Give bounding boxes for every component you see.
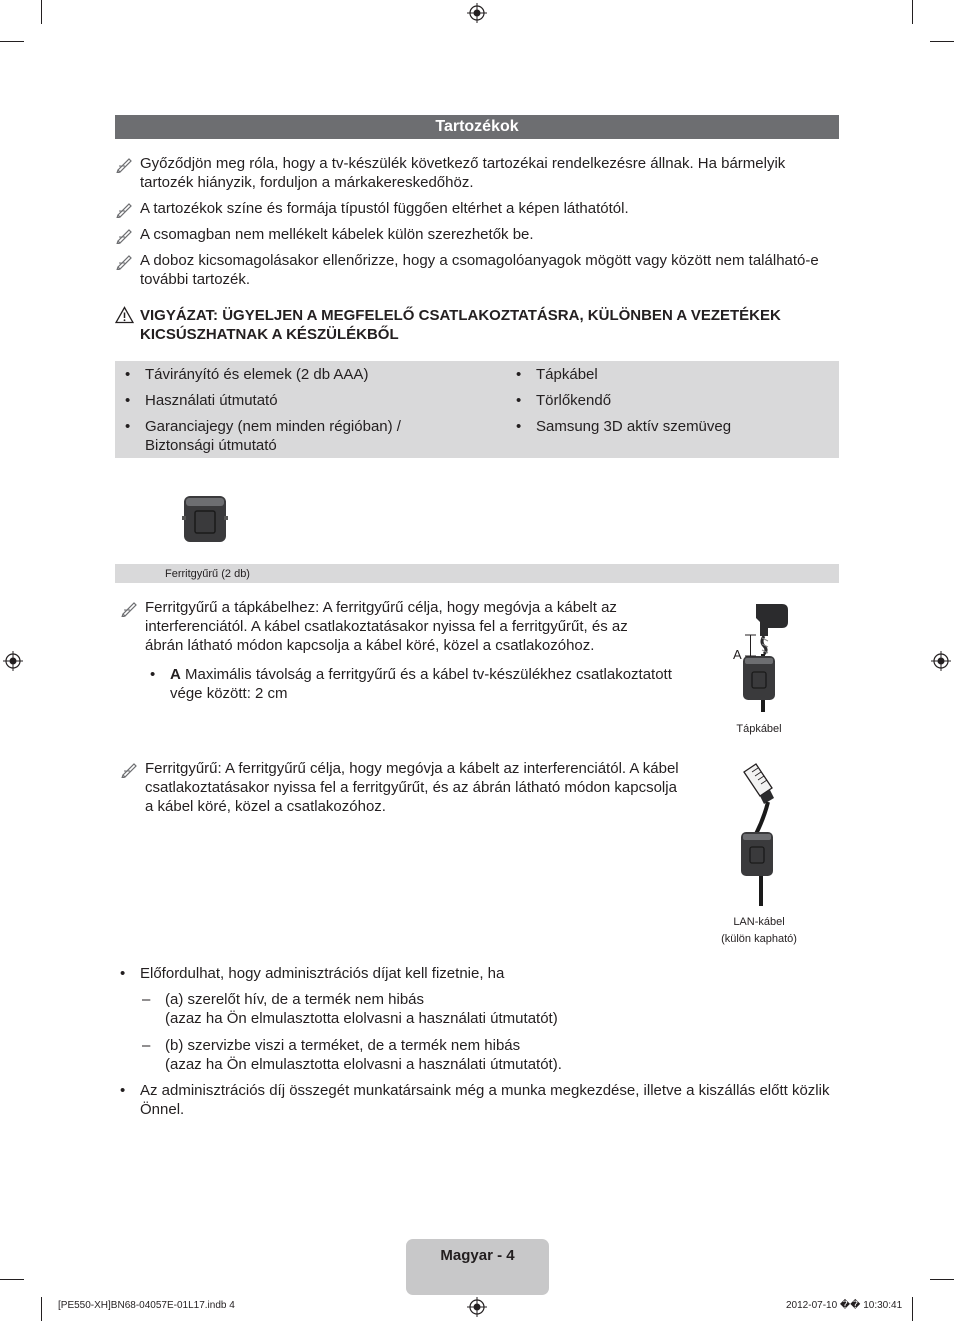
power-distance-item xyxy=(150,665,690,703)
pencil-note-icon xyxy=(115,155,135,173)
caution-note xyxy=(115,306,835,344)
dash: – xyxy=(142,991,151,1008)
lan-cable-sublabel: (külön kapható) xyxy=(721,933,797,945)
fee-bullet xyxy=(120,964,840,983)
pencil-note-icon xyxy=(120,760,140,778)
fee-case-b xyxy=(142,1036,842,1074)
fee-case-line: (b) szervizbe viszi a terméket, de a termék nem hibás xyxy=(165,1037,521,1054)
note-item xyxy=(115,199,835,218)
pencil-note-icon xyxy=(120,599,140,617)
registration-mark-icon xyxy=(467,1297,487,1317)
fee-notice-bullet xyxy=(120,1081,840,1119)
fee-notice-text: Az adminisztrációs díj összegét munkatársaink még a munka megkezdése, illetve a kiszállás előtt közlik Önnel. xyxy=(140,1082,830,1118)
note-text: Győződjön meg róla, hogy a tv-készülék következő tartozékai rendelkezésre állnak. Ha bármelyik tartozék hiányzik, forduljon a márkakereskedőhöz. xyxy=(140,155,786,191)
fee-case-line: (azaz ha Ön elmulasztotta elolvasni a használati útmutatót) xyxy=(165,1010,558,1027)
pencil-note-icon xyxy=(115,226,135,244)
accessory-label: Tápkábel xyxy=(536,366,598,383)
note-text: A tartozékok színe és formája típustól függően eltérhet a képen láthatótól. xyxy=(140,200,629,217)
power-cable-label: Tápkábel xyxy=(736,723,782,735)
warning-triangle-icon xyxy=(115,306,134,324)
power-ferrite-note xyxy=(120,598,660,655)
crop-mark xyxy=(930,41,954,42)
lan-ferrite-note xyxy=(120,759,680,816)
footer-file-info: [PE550-XH]BN68-04057E-01L17.indb 4 xyxy=(58,1300,235,1311)
fee-case-a xyxy=(142,990,842,1028)
note-text: A csomagban nem mellékelt kábelek külön szerezhetők be. xyxy=(140,226,534,243)
list-item xyxy=(125,365,495,384)
crop-mark xyxy=(930,1279,954,1280)
dash: – xyxy=(142,1037,151,1054)
list-item xyxy=(516,417,826,436)
fee-bullet-text: Előfordulhat, hogy adminisztrációs díjat kell fizetnie, ha xyxy=(140,965,505,982)
accessory-label: Használati útmutató xyxy=(145,392,278,409)
ferrite-core-image xyxy=(182,494,228,544)
crop-mark xyxy=(0,41,24,42)
bullet: • xyxy=(516,418,522,435)
registration-mark-icon xyxy=(3,651,23,671)
distance-text: Maximális távolság a ferritgyűrű és a kábel tv-készülékhez csatlakoztatott vége között: 2 cm xyxy=(170,666,672,702)
lan-cable-label: LAN-kábel xyxy=(733,916,785,928)
registration-mark-icon xyxy=(931,651,951,671)
accessory-label: Távirányító és elemek (2 db AAA) xyxy=(145,366,369,383)
list-item xyxy=(516,391,826,410)
marker-label: A xyxy=(170,666,181,683)
bullet: • xyxy=(125,418,131,435)
bullet: • xyxy=(120,965,126,982)
crop-mark xyxy=(41,0,42,24)
bullet: • xyxy=(125,366,131,383)
figure-marker-a: A xyxy=(733,647,742,662)
list-item xyxy=(516,365,826,384)
note-text: Ferritgyűrű a tápkábelhez: A ferritgyűrű célja, hogy megóvja a kábelt az interferenciától. A kábel csatlakoztatásakor nyissa fel a ferritgyűrűt, és az ábrán látható módon kapcsolja a kábel köré, közel a csatlakozóhoz. xyxy=(145,599,628,654)
registration-mark-icon xyxy=(467,3,487,23)
pencil-note-icon xyxy=(115,200,135,218)
lan-cable-figure xyxy=(734,762,784,908)
accessory-label: Törlőkendő xyxy=(536,392,612,409)
bullet: • xyxy=(125,392,131,409)
fee-case-line: (a) szerelőt hív, de a termék nem hibás xyxy=(165,991,424,1008)
note-text: A doboz kicsomagolásakor ellenőrizze, hogy a csomagolóanyagok mögött vagy között nem található-e további tartozék. xyxy=(140,252,819,288)
note-text: Ferritgyűrű: A ferritgyűrű célja, hogy megóvja a kábelt az interferenciától. A kábel csatlakoztatásakor nyissa fel a ferritgyűrűt, és az ábrán látható módon kapcsolja a kábel köré, közel a csatlakozóhoz. xyxy=(145,760,679,815)
accessory-label: Samsung 3D aktív szemüveg xyxy=(536,418,732,435)
accessories-list xyxy=(115,361,839,458)
bullet: • xyxy=(516,392,522,409)
caution-text: VIGYÁZAT: ÜGYELJEN A MEGFELELŐ CSATLAKOZTATÁSRA, KÜLÖNBEN A VEZETÉKEK KICSÚSZHATNAK A KÉSZÜLÉKBŐL xyxy=(140,307,781,343)
ferrite-caption: Ferritgyűrű (2 db) xyxy=(165,568,250,580)
pencil-note-icon xyxy=(115,252,135,270)
fee-case-line: (azaz ha Ön elmulasztotta elolvasni a használati útmutatót). xyxy=(165,1056,562,1073)
note-item xyxy=(115,225,835,244)
note-item xyxy=(115,154,835,192)
list-item xyxy=(125,391,495,410)
footer-timestamp: 2012-07-10 �� 10:30:41 xyxy=(786,1300,903,1311)
section-title: Tartozékok xyxy=(115,115,839,139)
bullet: • xyxy=(120,1082,126,1099)
bullet: • xyxy=(516,366,522,383)
crop-mark xyxy=(912,0,913,24)
list-item xyxy=(125,417,415,455)
note-item xyxy=(115,251,835,289)
crop-mark xyxy=(41,1297,42,1321)
accessory-label: Garanciajegy (nem minden régióban) / Biztonsági útmutató xyxy=(145,418,401,454)
crop-mark xyxy=(912,1297,913,1321)
crop-mark xyxy=(0,1279,24,1280)
bullet: • xyxy=(150,666,156,683)
page-number-tab: Magyar - 4 xyxy=(406,1239,549,1295)
